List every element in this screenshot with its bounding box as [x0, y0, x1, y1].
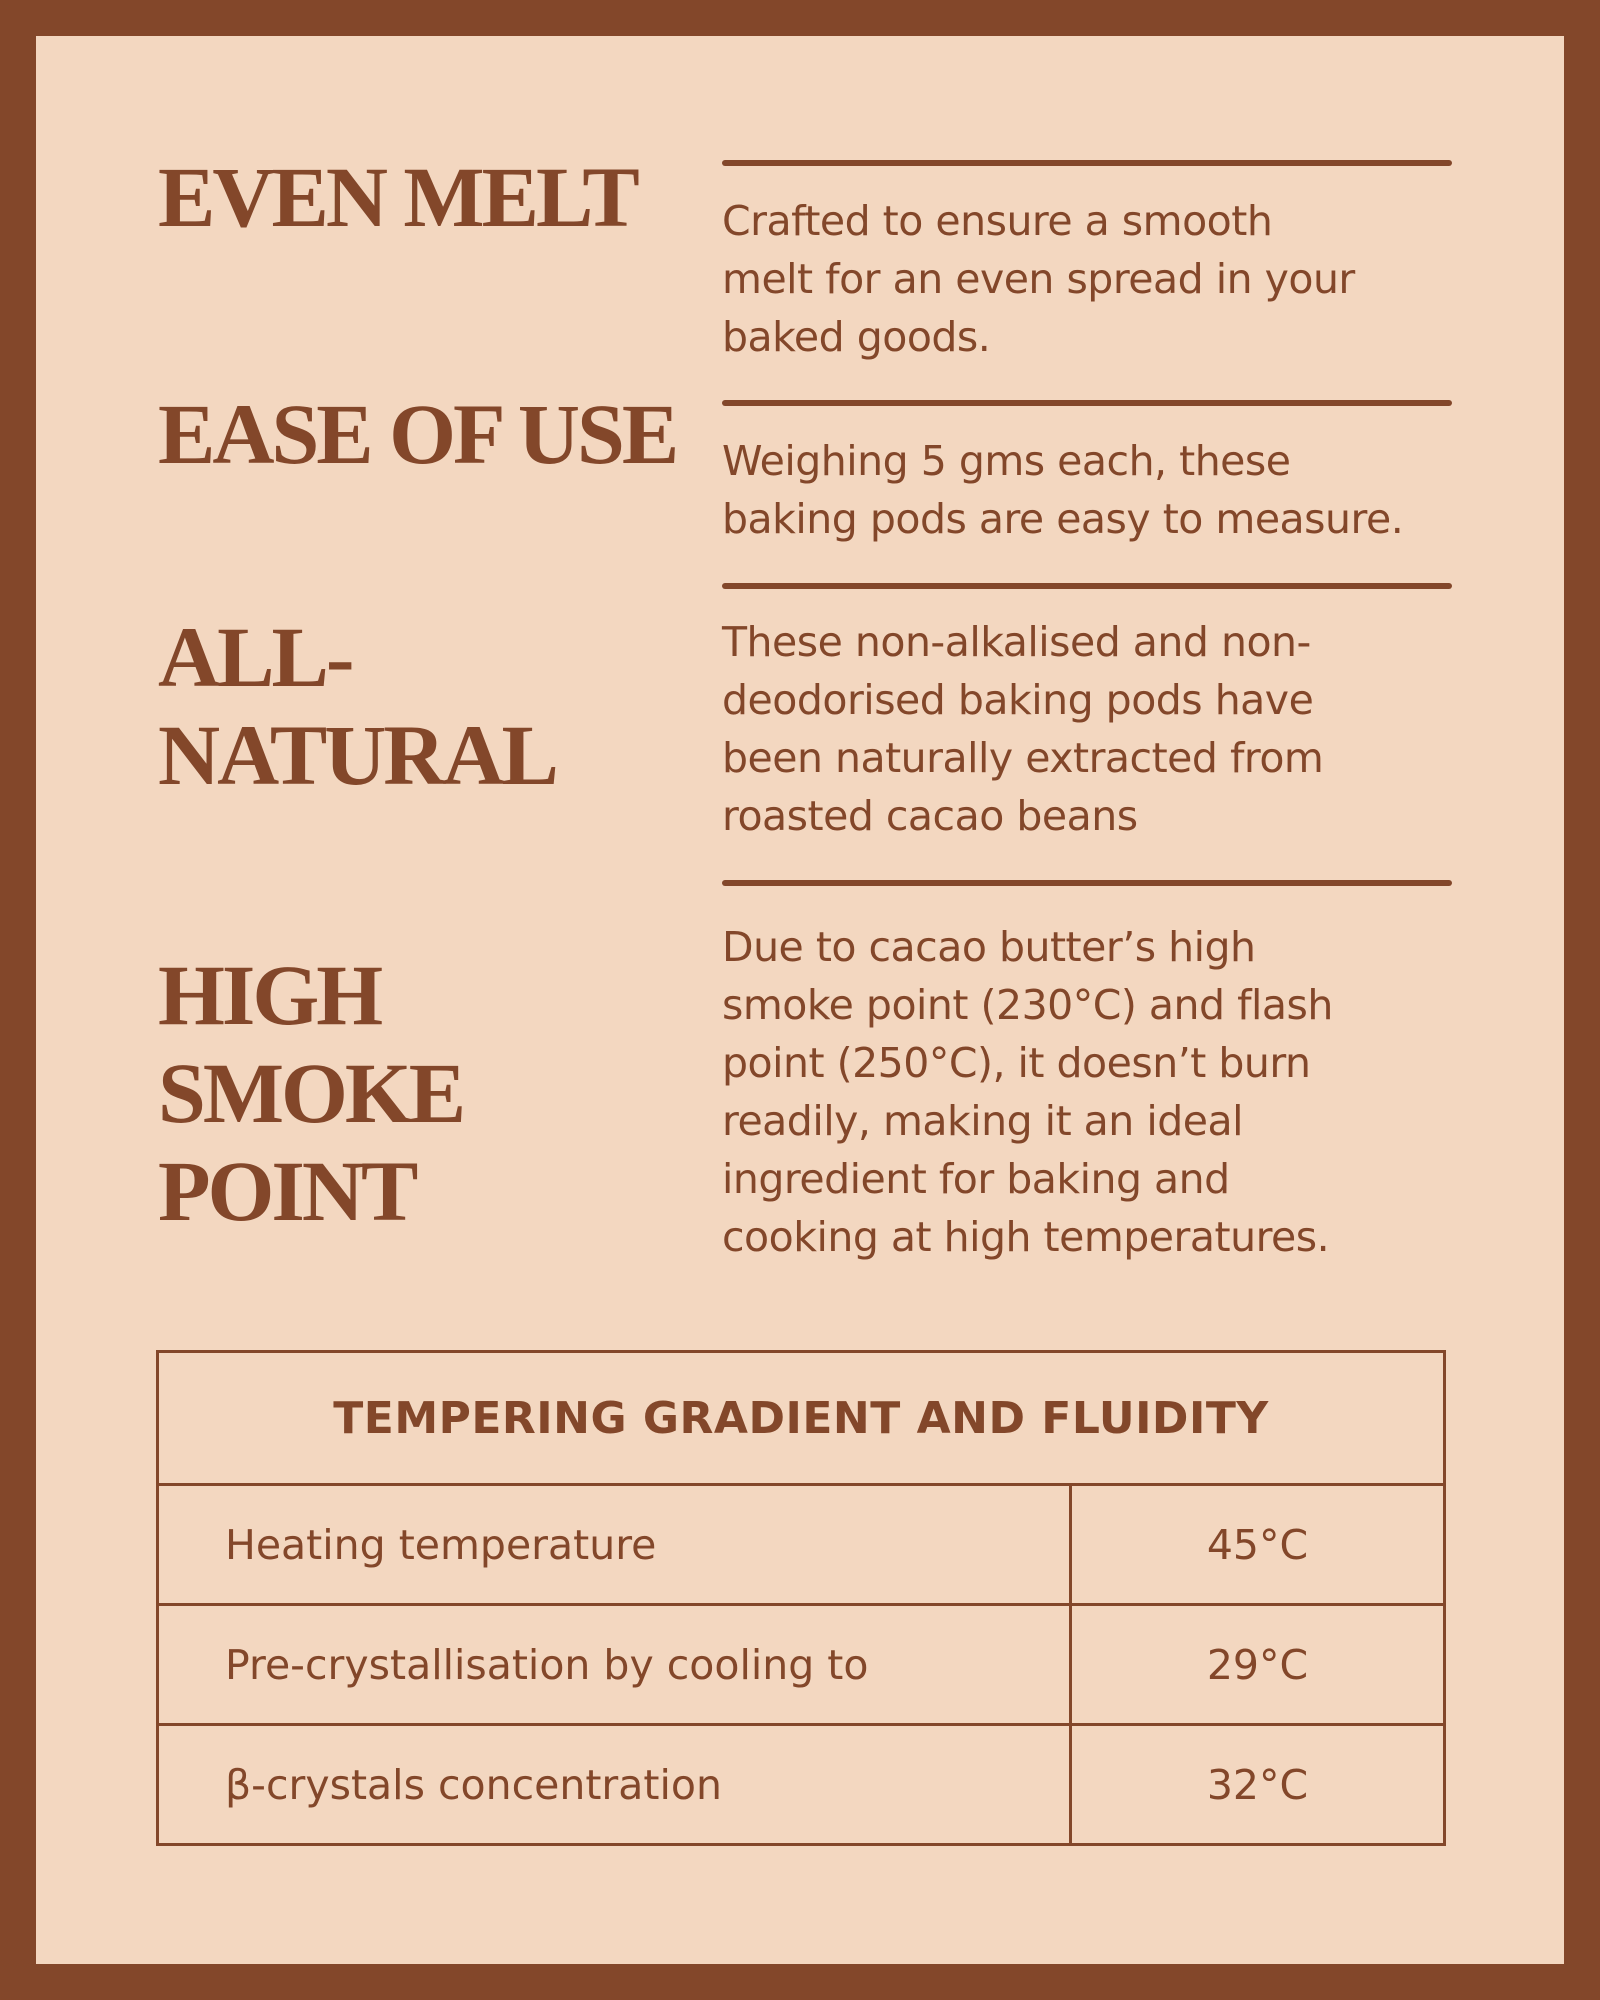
feature-heading-ease-of-use: EASE OF USE — [158, 386, 677, 482]
divider-rule — [722, 400, 1452, 406]
table-row — [159, 1486, 1443, 1606]
feature-heading-all-natural: ALL- NATURAL — [158, 609, 556, 803]
table-title: TEMPERING GRADIENT AND FLUIDITY — [159, 1353, 1443, 1486]
table-row — [159, 1726, 1443, 1843]
tempering-table — [156, 1350, 1446, 1846]
table-row-value: 29°C — [1069, 1606, 1443, 1723]
divider-rule — [722, 583, 1452, 589]
table-row-value: 32°C — [1069, 1726, 1443, 1843]
divider-rule — [722, 160, 1452, 166]
feature-description-even-melt: Crafted to ensure a smooth melt for an even spread in your baked goods. — [722, 197, 1355, 361]
table-row — [159, 1606, 1443, 1726]
divider-rule — [722, 880, 1452, 886]
feature-heading-even-melt: EVEN MELT — [158, 149, 637, 245]
table-row-value: 45°C — [1069, 1486, 1443, 1603]
feature-heading-high-smoke-point: HIGH SMOKE POINT — [158, 947, 464, 1239]
feature-description-high-smoke-point: Due to cacao butter’s high smoke point (230°C) and flash point (250°C), it doesn’t burn readily, making it an ideal ingredient for baking and cooking at high temperatures. — [722, 923, 1333, 1261]
feature-description-all-natural: These non-alkalised and non- deodorised baking pods have been naturally extracted from roasted cacao beans — [722, 618, 1324, 840]
table-row-label: Pre-crystallisation by cooling to — [225, 1640, 869, 1689]
feature-description-ease-of-use: Weighing 5 gms each, these baking pods are easy to measure. — [722, 437, 1404, 543]
table-row-label: Heating temperature — [225, 1520, 657, 1569]
table-row-label: β-crystals concentration — [225, 1760, 722, 1809]
